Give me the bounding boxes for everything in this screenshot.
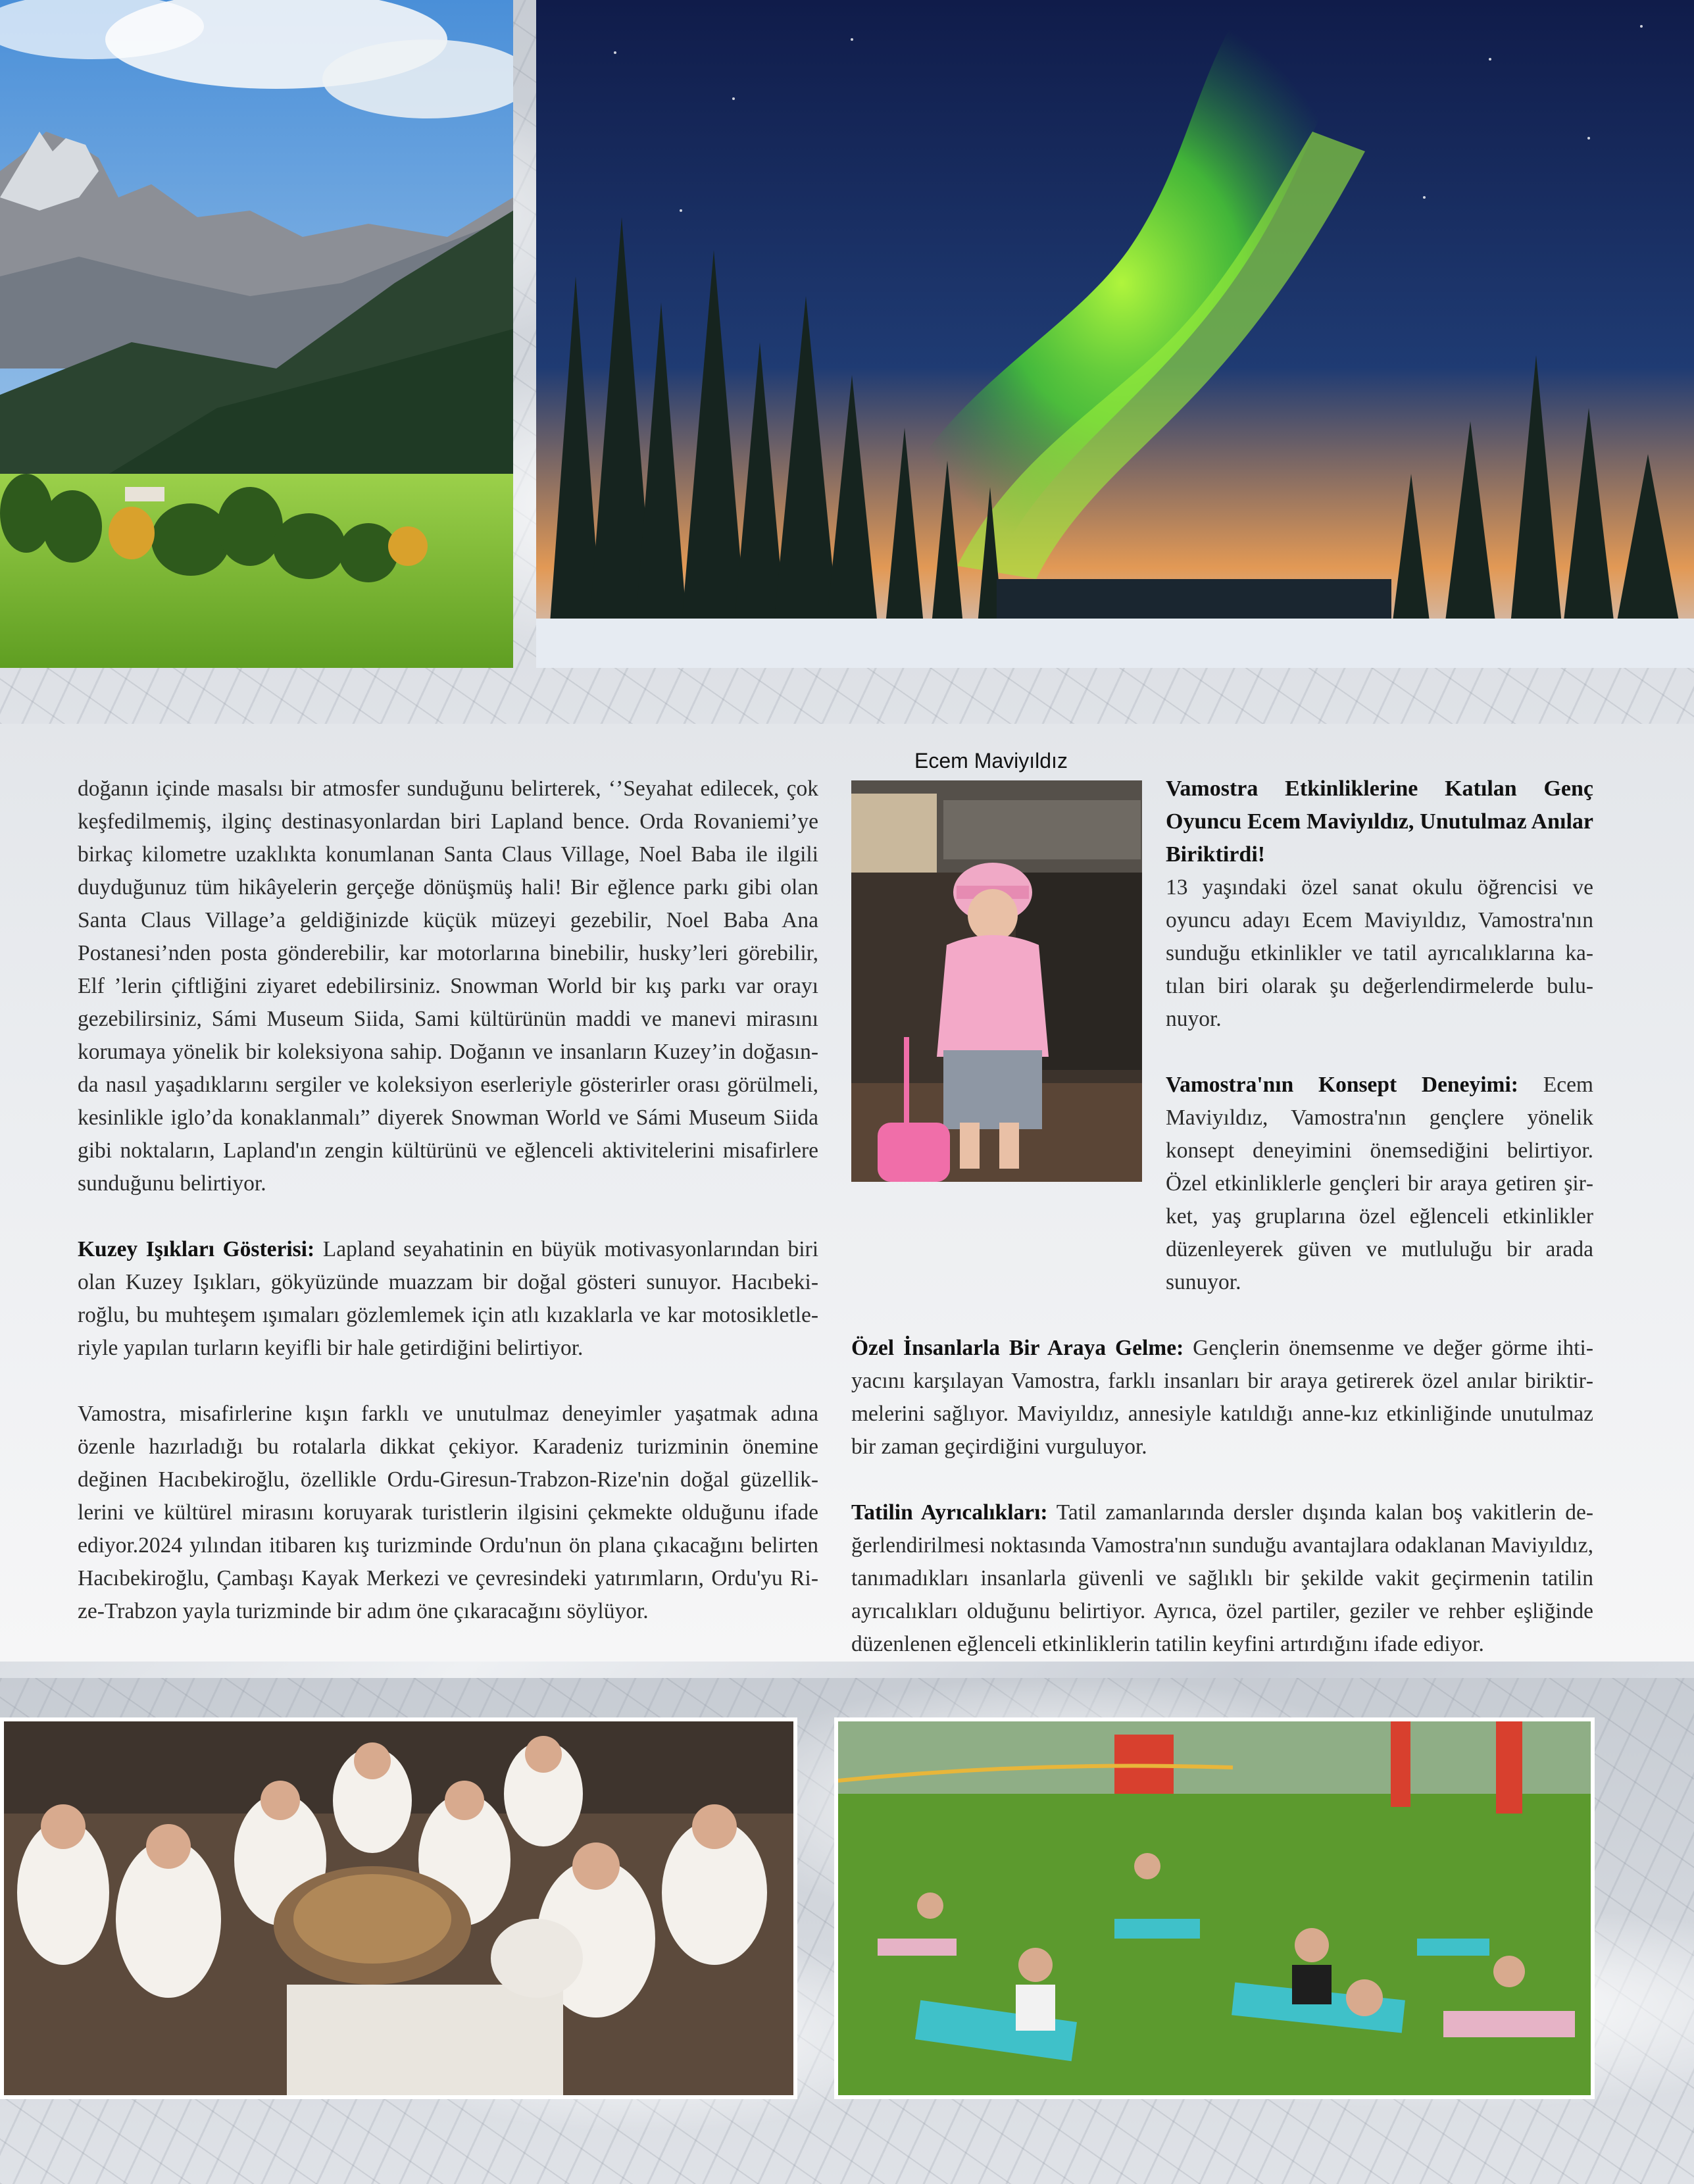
privileges-paragraph — [851, 1496, 1593, 1661]
northern-lights-paragraph — [78, 1233, 818, 1365]
intro-paragraph: doğanın içinde masalsı bir atmosfer sunduğunu belirterek, ‘’Seyahat edilecek, çok keşfedilmemiş, ilginç destinasyonlardan biri Lapland bence. Orda Rovaniemi’ye birkaç kilometre uzaklıkta konumlanan Santa Claus Village, Noel Baba ile ilgili duyduğunuz tüm hikâyelerin gerçeğe dönüşmüş hali! Bir eğlence parkı gibi olan Santa Claus Village’a geldiğinizde küçük müzeyi gezebilir, Noel Baba Ana Postanesi’nden posta gönderebilir, kar motorlarına binebilir, husky’leri görebilir, Elf ’lerin çiftliğini ziyaret edebilirsiniz. Snowman World bir kış parkı var orayı gezebilirsiniz, Sámi Museum Siida, Sami kültürünün maddi ve manevi mirasını korumaya yönelik bir koleksiyona sahip. Doğanın ve insanların Kuzey’in doğasında nasıl yaşadıklarını sergiler ve koleksiyon eserleriyle gösterirler orası görülmeli, kesinlikle iglo’da konaklanmalı” diyerek Snowman World ve Sámi Museum Siida gibi noktaların, Lapland'ın zengin kültürünü ve eğlenceli aktivitelerini misafirlere sunduğunu belirtiyor. — [78, 776, 818, 1196]
people-title: Özel İnsanlarla Bir Araya Gelme: — [851, 1336, 1184, 1360]
routes-paragraph: Vamostra, misafirlerine kışın farklı ve unutulmaz deneyimler yaşatmak adına özenle hazırladığı bu rotalarla dikkat çekiyor. Karadeniz turizminin önemine değinen Hacıbekiroğlu, özellikle Ordu-Giresun-Trabzon-Rize'nin doğal güzelliklerini ve kültürel mirasını koruyarak turistlerin ilgisini çekmekte olduğunu ifade ediyor.2024 yılından itibaren kış turizminde Ordu'nun ön plana çıkacağını belirten Hacıbekiroğlu, Çambaşı Kayak Merkezi ve çevresindeki yatırımların, Ordu'yu Rize-Trabzon yayla turizminde bir adım öne çıkaracağını söylüyor. — [78, 1402, 818, 1623]
concept-title: Vamostra'nın Konsept Deneyimi: — [1166, 1073, 1518, 1097]
party-crowd-photo — [0, 1717, 797, 2099]
northern-lights-title: Kuzey Işıkları Gösterisi: — [78, 1237, 315, 1261]
privileges-title: Tatilin Ayrıcalıkları: — [851, 1500, 1048, 1525]
left-text-column — [78, 773, 818, 1628]
people-text: Gençlerin önemsenme ve değer görme ihtiyacını karşılayan Vamostra, farklı insanları bir araya getirerek özel anılar biriktirmelerini sağlıyor. Maviyıldız, annesiyle katıldığı anne-kız etkinliğinde unutulmaz bir zaman geçirdiğini vurguluyor. — [851, 1336, 1593, 1459]
article-headline: Vamostra Etkinliklerine Katılan Genç Oyuncu Ecem Maviyıldız, Unutulmaz Anılar Biriktirdi! — [1166, 776, 1593, 867]
mountain-landscape-photo — [0, 0, 513, 668]
right-text-column — [851, 1069, 1593, 1661]
northern-lights-photo — [536, 0, 1694, 668]
photo-caption: Ecem Maviyıldız — [914, 749, 1068, 773]
concept-text: Ecem Maviyıldız, Vamostra'nın gençlere yönelik konsept deneyimini önemsediğini belirtiyor. Özel etkinliklerle gençleri bir araya getiren şirket, yaş gruplarına özel eğlenceli etkinlikler düzenleyerek güven ve mutluluğu bir arada sunuyor. — [1166, 1073, 1593, 1294]
people-paragraph — [851, 1332, 1593, 1463]
northern-lights-text: Lapland seyahatinin en büyük motivasyonlarından biri olan Kuzey Işıkları, gökyüzünde muazzam bir doğal gösteri sunuyor. Hacıbekiroğlu, bu muhteşem ışımaları gözlemlemek için atlı kızaklarla ve kar motosikletleriyle yapılan turların keyifli bir hale getirdiğini belirtiyor. — [78, 1237, 818, 1360]
privileges-text: Tatil zamanlarında dersler dışında kalan boş vakitlerin değerlendirilmesi noktasında Vamostra'nın sunduğu avantajlara odaklanan Maviyıldız, tanımadıkları insanlarla güvenli ve sağlıklı bir şekilde vakit geçirmenin tatilin ayrıcalıkları olduğunu belirtiyor. Ayrıca, özel partiler, geziler ve rehber eşliğinde düzenlenen eğlenceli etkinliklerin tatilin keyfini artırdığını ifade ediyor. — [851, 1500, 1593, 1656]
yoga-event-photo — [834, 1717, 1595, 2099]
concept-paragraph — [851, 1069, 1593, 1299]
right-intro-paragraph: 13 yaşındaki özel sanat okulu öğrencisi ve oyuncu adayı Ecem Maviyıldız, Vamostra'nın sunduğu etkinlikler ve tatil ayrıcalıklarına katılan biri olarak şu değerlendirmelerde bulunuyor. — [1166, 875, 1593, 1031]
right-text-column-top — [1166, 773, 1593, 1036]
